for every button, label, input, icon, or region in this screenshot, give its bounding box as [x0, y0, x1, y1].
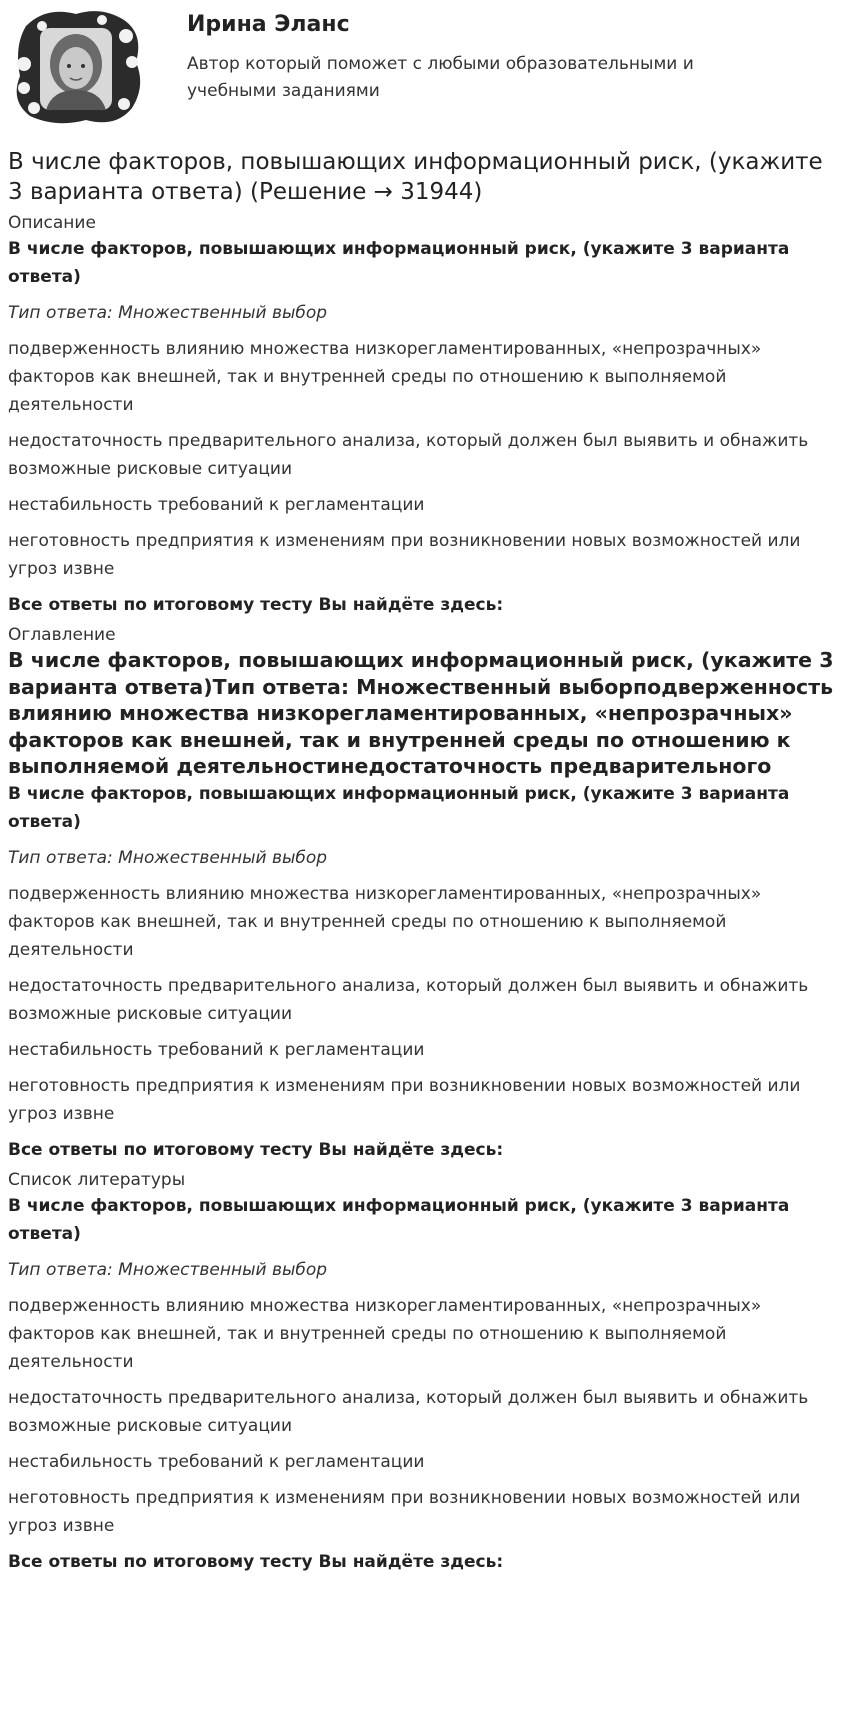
answer-option: неготовность предприятия к изменениям при возникновении новых возможностей или угроз извне — [8, 1075, 801, 1124]
author-block — [0, 0, 847, 135]
description-section — [8, 211, 839, 619]
section-label-description: Описание — [8, 213, 96, 233]
all-answers-link[interactable]: Все ответы по итоговому тесту Вы найдёте здесь: — [8, 595, 504, 615]
author-name[interactable]: Ирина Эланс — [187, 12, 350, 37]
answer-option: недостаточность предварительного анализа, который должен был выявить и обнажить возможные рисковые ситуации — [8, 975, 809, 1024]
answer-type: Тип ответа: Множественный выбор — [8, 847, 328, 868]
answer-option: подверженность влиянию множества низкорегламентированных, «непрозрачных» факторов как внешней, так и внутренней среды по отношению к выполняемой деятельности — [8, 883, 762, 960]
answer-option: неготовность предприятия к изменениям при возникновении новых возможностей или угроз извне — [8, 1487, 801, 1536]
answer-option: нестабильность требований к регламентации — [8, 1451, 425, 1472]
question-title: В числе факторов, повышающих информационный риск, (укажите 3 варианта ответа) — [8, 1195, 790, 1244]
answer-option: неготовность предприятия к изменениям при возникновении новых возможностей или угроз извне — [8, 531, 801, 579]
main-content — [0, 147, 847, 1576]
answer-option: подверженность влиянию множества низкорегламентированных, «непрозрачных» факторов как внешней, так и внутренней среды по отношению к выполняемой деятельности — [8, 339, 762, 415]
page-title: В числе факторов, повышающих информационный риск, (укажите 3 варианта ответа) (Решение → 31944) — [8, 149, 823, 205]
answer-option: нестабильность требований к регламентации — [8, 1039, 425, 1060]
all-answers-link[interactable]: Все ответы по итоговому тесту Вы найдёте здесь: — [8, 1551, 504, 1572]
author-avatar[interactable] — [6, 6, 146, 128]
section-label-toc: Оглавление — [8, 625, 116, 645]
all-answers-link[interactable]: Все ответы по итоговому тесту Вы найдёте здесь: — [8, 1139, 504, 1160]
answer-type: Тип ответа: Множественный выбор — [8, 1259, 328, 1280]
author-description: Автор который поможет с любыми образовательными и учебными заданиями — [187, 54, 694, 101]
question-title: В числе факторов, повышающих информационный риск, (укажите 3 варианта ответа) — [8, 783, 790, 832]
section-label-bibliography: Список литературы — [8, 1169, 186, 1190]
answer-option: недостаточность предварительного анализа, который должен был выявить и обнажить возможные рисковые ситуации — [8, 1387, 809, 1436]
answer-option: недостаточность предварительного анализа, который должен был выявить и обнажить возможные рисковые ситуации — [8, 431, 809, 479]
answer-option: подверженность влиянию множества низкорегламентированных, «непрозрачных» факторов как внешней, так и внутренней среды по отношению к выполняемой деятельности — [8, 1295, 762, 1372]
toc-section — [8, 623, 839, 1164]
question-title: В числе факторов, повышающих информационный риск, (укажите 3 варианта ответа) — [8, 239, 790, 287]
toc-heading: В числе факторов, повышающих информационный риск, (укажите 3 варианта ответа)Тип ответа: Множественный выборподверженность влиянию множества низкорегламентированных, «непрозрачных» факторов как внешней, так и внутренней среды по отношению к выполняемой деятельностинедостаточность предварительного — [8, 648, 834, 778]
bibliography-section — [8, 1168, 839, 1576]
answer-option: нестабильность требований к регламентации — [8, 495, 425, 515]
answer-type: Тип ответа: Множественный выбор — [8, 303, 328, 323]
